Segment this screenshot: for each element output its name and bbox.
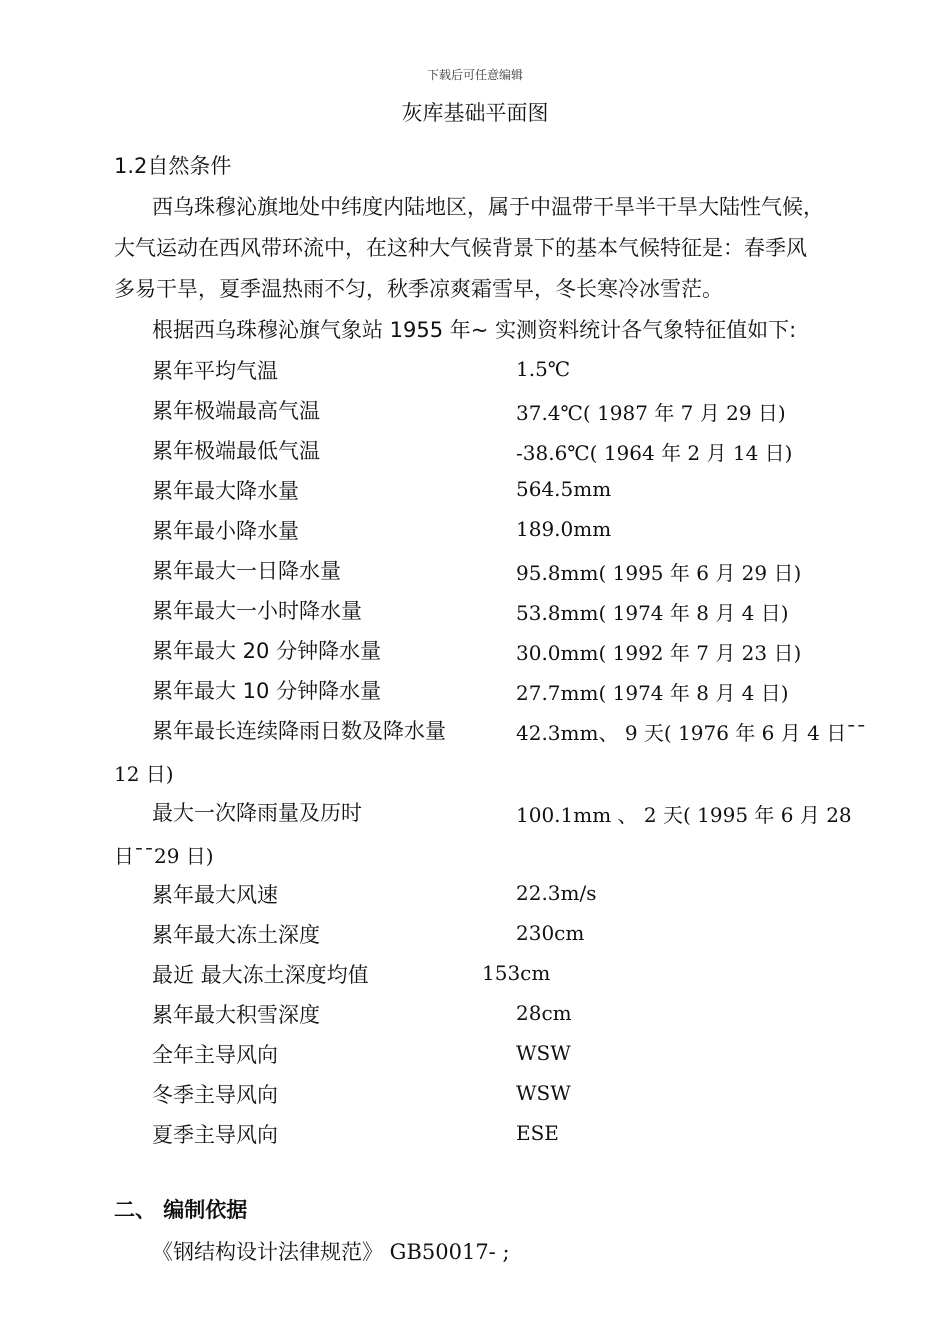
climate-label: 夏季主导风向 <box>152 1123 278 1147</box>
climate-label: 累年极端最低气温 <box>152 439 320 463</box>
climate-value: 42.3mm、 9 天( 1976 年 6 月 4 日¯¯ <box>516 721 867 745</box>
climate-value: 189.0mm <box>516 517 612 541</box>
climate-label: 累年最大风速 <box>152 883 278 907</box>
climate-value-continuation: 日¯¯29 日) <box>114 844 214 868</box>
climate-label: 冬季主导风向 <box>152 1083 278 1107</box>
climate-label: 全年主导风向 <box>152 1043 278 1067</box>
climate-value: -38.6℃( 1964 年 2 月 14 日) <box>516 441 793 465</box>
climate-value: WSW <box>516 1081 571 1105</box>
paragraph-climate-intro <box>114 187 886 310</box>
climate-label: 累年最大降水量 <box>152 479 299 503</box>
climate-value: 30.0mm( 1992 年 7 月 23 日) <box>516 641 802 665</box>
climate-label: 累年极端最高气温 <box>152 399 320 423</box>
climate-value: 95.8mm( 1995 年 6 月 29 日) <box>516 561 802 585</box>
paragraph-statistics-intro: 根据西乌珠穆沁旗气象站 1955 年~ 实测资料统计各气象特征值如下: <box>152 318 797 342</box>
climate-value: ESE <box>516 1121 559 1145</box>
climate-value-continuation: 12 日) <box>114 762 174 786</box>
climate-label: 累年最大一小时降水量 <box>152 599 362 623</box>
climate-label: 累年最小降水量 <box>152 519 299 543</box>
climate-label: 累年最大 20 分钟降水量 <box>152 639 382 663</box>
climate-value: 22.3m/s <box>516 881 597 905</box>
section-heading-1-2: 1.2自然条件 <box>114 154 232 178</box>
climate-value: 153cm <box>482 961 551 985</box>
climate-label: 累年最长连续降雨日数及降水量 <box>152 719 446 743</box>
climate-label: 累年最大冻土深度 <box>152 923 320 947</box>
page-header-note: 下载后可任意编辑 <box>426 68 523 82</box>
document-title: 灰库基础平面图 <box>401 101 549 125</box>
climate-value: WSW <box>516 1041 571 1065</box>
climate-value: 27.7mm( 1974 年 8 月 4 日) <box>516 681 789 705</box>
basis-item: 《钢结构设计法律规范》 GB50017- ; <box>152 1240 510 1264</box>
paragraph-line-2: 大气运动在西风带环流中，在这种大气候背景下的基本气候特征是：春季风 <box>114 236 807 260</box>
climate-value: 28cm <box>516 1001 572 1025</box>
paragraph-line-1: 西乌珠穆沁旗地处中纬度内陆地区，属于中温带干旱半干旱大陆性气候， <box>152 195 824 219</box>
climate-label: 最大一次降雨量及历时 <box>152 801 362 825</box>
climate-label: 累年平均气温 <box>152 359 278 383</box>
paragraph-line-3: 多易干旱，夏季温热雨不匀，秋季凉爽霜雪早，冬长寒冷冰雪茫。 <box>114 277 723 301</box>
climate-value: 230cm <box>516 921 585 945</box>
climate-value: 53.8mm( 1974 年 8 月 4 日) <box>516 601 789 625</box>
climate-label: 累年最大一日降水量 <box>152 559 341 583</box>
climate-value: 1.5℃ <box>516 357 571 381</box>
climate-label: 累年最大 10 分钟降水量 <box>152 679 382 703</box>
climate-value: 37.4℃( 1987 年 7 月 29 日) <box>516 401 786 425</box>
climate-value: 100.1mm 、 2 天( 1995 年 6 月 28 <box>516 803 852 827</box>
climate-label: 累年最大积雪深度 <box>152 1003 320 1027</box>
climate-label: 最近 最大冻土深度均值 <box>152 963 369 987</box>
climate-value: 564.5mm <box>516 477 612 501</box>
section-heading-2: 二、 编制依据 <box>114 1198 248 1222</box>
